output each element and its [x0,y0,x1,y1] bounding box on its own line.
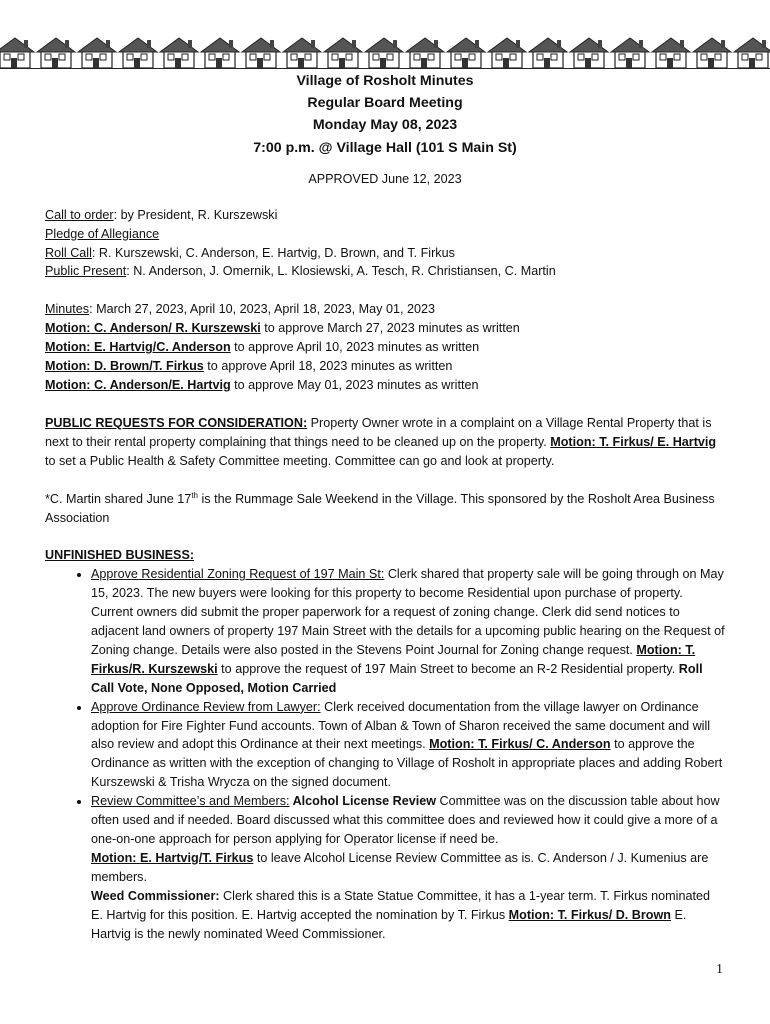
title-line-3: Monday May 08, 2023 [312,117,458,134]
house-icon [693,38,731,68]
minutes-motion: Motion: C. Anderson/ R. Kurszewski to approve March 27, 2023 minutes as written [45,321,520,336]
house-icon [324,38,362,68]
public-present: Public Present: N. Anderson, J. Omernik, L. Klosiewski, A. Tesch, R. Christiansen, C. Martin [45,264,556,279]
unfinished-business-heading: UNFINISHED BUSINESS: [45,548,195,563]
title-line-2: Regular Board Meeting [307,95,463,112]
house-icon [488,38,526,68]
list-item: • Approve Residential Zoning Request of 197 Main St: Clerk shared that property sale will be going through on May 15, 2023. The new buyers were looking for this property to become Residential upon purchase of property. Current owners did submit the proper paperwork for a request of zoning change. Clerk did send notices to adjacent land owners of property 197 Main Street with the details for a upcoming public hearing on the Request of Zoning change. Details were also posted in the Stevens Point Journal for Zoning change request. Motion: T. Firkus/R. Kurszewski to approve the request of 197 Main Street to become an R-2 Residential property. Roll Call Vote, None Opposed, Motion Carried [91,565,725,697]
minutes-document [45,70,725,943]
house-icon [78,38,116,68]
minutes-motion: Motion: C. Anderson/E. Hartvig to approve May 01, 2023 minutes as written [45,377,479,392]
house-icon [160,38,198,68]
house-icon [570,38,608,68]
house-row-border [0,36,770,70]
house-icon [734,38,770,68]
house-icon [37,38,75,68]
minutes-line: Minutes: March 27, 2023, April 10, 2023, April 18, 2023, May 01, 2023 [45,302,435,317]
document-title [45,70,725,159]
public-present-label: Public Present [45,264,127,279]
roll-call-label: Roll Call [45,245,92,260]
house-icon [365,38,403,68]
house-icon [201,38,239,68]
house-icon [447,38,485,68]
roll-call: Roll Call: R. Kurszewski, C. Anderson, E. Hartvig, D. Brown, and T. Firkus [45,245,455,260]
house-icon [611,38,649,68]
house-icon [242,38,280,68]
house-icon [406,38,444,68]
minutes-motion: Motion: D. Brown/T. Firkus to approve April 18, 2023 minutes as written [45,359,453,374]
title-line-1: Village of Rosholt Minutes [296,73,474,89]
house-icon [529,38,567,68]
minutes-motion: Motion: E. Hartvig/C. Anderson to approve April 10, 2023 minutes as written [45,340,480,355]
rummage-sale-note: *C. Martin shared June 17th is the Rummage Sale Weekend in the Village. This sponsored by the Rosholt Area Business Association [45,490,715,525]
approval-date: APPROVED June 12, 2023 [308,171,462,186]
title-line-4: 7:00 p.m. @ Village Hall (101 S Main St) [253,139,517,156]
list-item: • Review Committee’s and Members: Alcohol License Review Committee was on the discussion table about how often used and if needed. Board discussed what this committee does and reviewed how it could give a more of a one-on-one approach for person applying for Operator license if need be. Motion: E. Hartvig/T. Firkus to leave Alcohol License Review Committee as is. C. Anderson / J. Kumenius are members. Weed Commissioner: Clerk shared this is a State Statue Committee, it has a 1-year term. T. Firkus nominated E. Hartvig for this position. E. Hartvig accepted the nomination by T. Firkus Motion: T. Firkus/ D. Brown E. Hartvig is the newly nominated Weed Commissioner. [91,792,725,943]
minutes-section [45,300,725,395]
unfinished-business-list [45,565,725,943]
house-icon [0,38,34,68]
pledge: Pledge of Allegiance [45,226,160,241]
house-icon [652,38,690,68]
call-to-order-label: Call to order [45,207,114,222]
call-to-order: Call to order: by President, R. Kurszewski [45,207,278,222]
public-requests: PUBLIC REQUESTS FOR CONSIDERATION: Property Owner wrote in a complaint on a Village Rental Property that is next to their rental property complaining that things need to be cleaned up on the property. Motion: T. Firkus/ E. Hartvig to set a Public Health & Safety Committee meeting. Committee can go and look at property. [45,415,717,468]
opening-section [45,206,725,282]
house-icon [119,38,157,68]
page-number: 1 [716,962,723,977]
list-item: • Approve Ordinance Review from Lawyer: Clerk received documentation from the village lawyer on Ordinance adoption for Fire Fighter Fund accounts. Town of Alban & Town of Sharon received the same document and will also review and adopt this Ordinance at their next meetings. Motion: T. Firkus/ C. Anderson to approve the Ordinance as written with the exception of changing to Village of Rosholt in appropriate places and adding Robert Kurszewski & Trisha Wrycza on the signed document. [91,698,725,793]
house-icon [283,38,321,68]
